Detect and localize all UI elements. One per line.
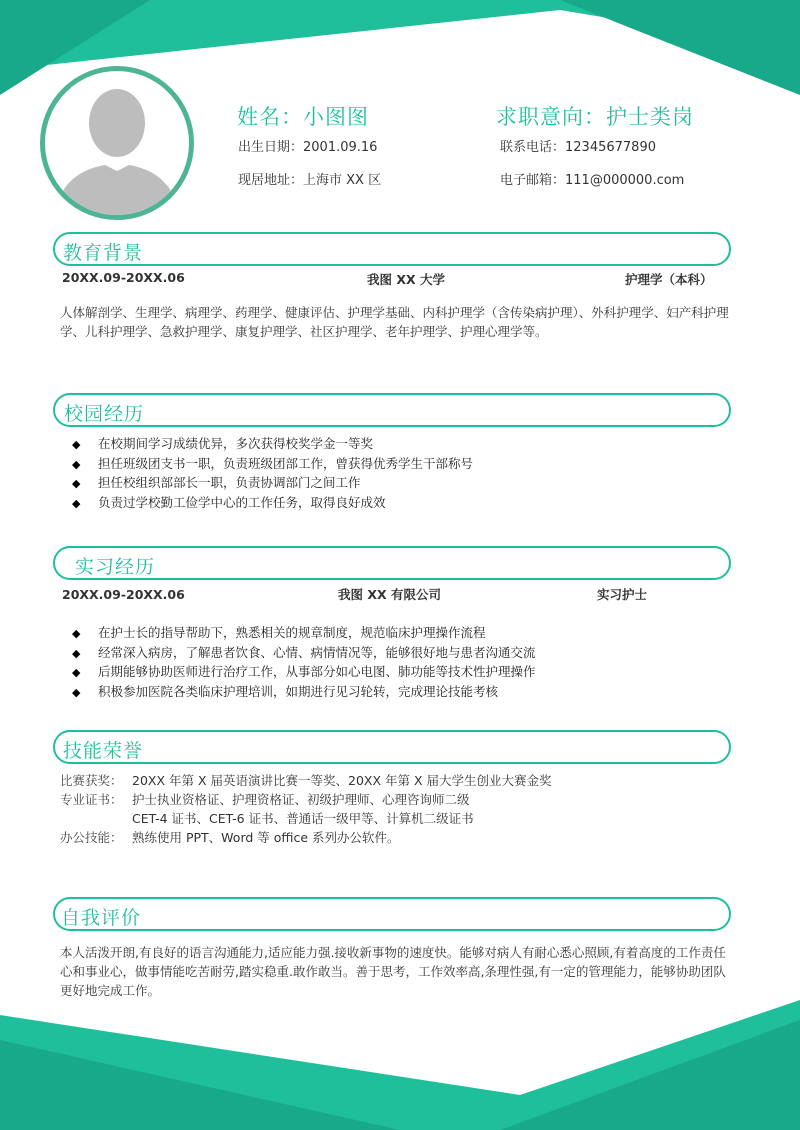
phone-number: 联系电话：12345677890 [500, 140, 656, 155]
section-title: 教育背景 [63, 242, 144, 264]
diamond-bullet-icon: ◆ [72, 438, 81, 451]
list-item: ◆ 担任班级团支书一职，负责班级团部工作，曾获得优秀学生干部称号 [72, 455, 473, 475]
self-eval-text: 本人活泼开朗,有良好的语言沟通能力,适应能力强.接收新事物的速度快。能够对病人有耐心悉心照顾,有着高度的工作责任心和事业心，做事情能吃苦耐劳,踏实稳重.敢作敢当。善于思考，工作效率高,条理性强,有一定的管理能力，能够协助团队更好地完成工作。 [60, 945, 726, 998]
internship-role: 实习护士 [597, 587, 648, 602]
person-silhouette-icon [45, 71, 189, 215]
education-courses: 人体解剖学、生理学、病理学、药理学、健康评估、护理学基础、内科护理学（含传染病护理）、外科护理学、妇产科护理学、儿科护理学、急救护理学、康复护理学、社区护理学、老年护理学、护理心理学等。 [60, 305, 729, 339]
email: 电子邮箱：111@000000.com [500, 173, 685, 188]
skills-section-header [53, 730, 731, 764]
list-item: ◆ 后期能够协助医师进行治疗工作，从事部分如心电图、肺功能等技术性护理操作 [72, 663, 536, 683]
diamond-bullet-icon: ◆ [72, 477, 81, 490]
address: 现居地址：上海市 XX 区 [238, 173, 382, 188]
section-title: 实习经历 [75, 556, 156, 578]
education-major: 护理学（本科） [625, 272, 713, 287]
birth-date: 出生日期：2001.09.16 [238, 140, 378, 155]
profile-photo [40, 66, 194, 220]
internship-date: 20XX.09-20XX.06 [62, 587, 185, 602]
list-item: ◆ 在护士长的指导帮助下，熟悉相关的规章制度，规范临床护理操作流程 [72, 624, 536, 644]
internship-section-header [53, 546, 731, 580]
job-intent-heading: 求职意向：护士类岗 [496, 105, 694, 129]
diamond-bullet-icon: ◆ [72, 646, 81, 660]
internship-list [72, 624, 536, 702]
diamond-bullet-icon: ◆ [72, 685, 81, 699]
name-heading: 姓名：小图图 [237, 105, 369, 129]
diamond-bullet-icon: ◆ [72, 666, 81, 679]
self-eval-section-header [53, 897, 731, 931]
section-title: 校园经历 [64, 403, 145, 425]
list-item: ◆ 经常深入病房，了解患者饮食、心情、病情情况等，能够很好地与患者沟通交流 [72, 644, 536, 664]
list-item: ◆ 担任校组织部部长一职，负责协调部门之间工作 [72, 474, 473, 494]
skills-block [60, 771, 552, 847]
certs-line-2: CET-4 证书、CET-6 证书、普通话一级甲等、计算机二级证书 [132, 811, 474, 826]
list-item: ◆ 负责过学校勤工俭学中心的工作任务，取得良好成效 [72, 494, 473, 514]
section-title: 自我评价 [61, 907, 142, 929]
education-date: 20XX.09-20XX.06 [62, 270, 185, 285]
diamond-bullet-icon: ◆ [72, 457, 81, 471]
education-school: 我图 XX 大学 [367, 272, 445, 287]
office-line: 办公技能： 熟练使用 PPT、Word 等 office 系列办公软件。 [60, 830, 400, 845]
diamond-bullet-icon: ◆ [72, 627, 81, 640]
awards-line: 比赛获奖： 20XX 年第 X 届英语演讲比赛一等奖、20XX 年第 X 届大学生创业大赛金奖 [60, 773, 552, 788]
campus-section-header [53, 393, 731, 427]
diamond-bullet-icon: ◆ [72, 496, 81, 510]
certs-line: 专业证书： 护士执业资格证、护理资格证、初级护理师、心理咨询师二级 [60, 792, 470, 807]
campus-list [72, 435, 473, 513]
education-section-header [53, 232, 731, 266]
internship-company: 我图 XX 有限公司 [338, 587, 441, 602]
list-item: ◆ 积极参加医院各类临床护理培训，如期进行见习轮转，完成理论技能考核 [72, 683, 536, 703]
list-item: ◆ 在校期间学习成绩优异，多次获得校奖学金一等奖 [72, 435, 473, 455]
section-title: 技能荣誉 [63, 740, 144, 762]
